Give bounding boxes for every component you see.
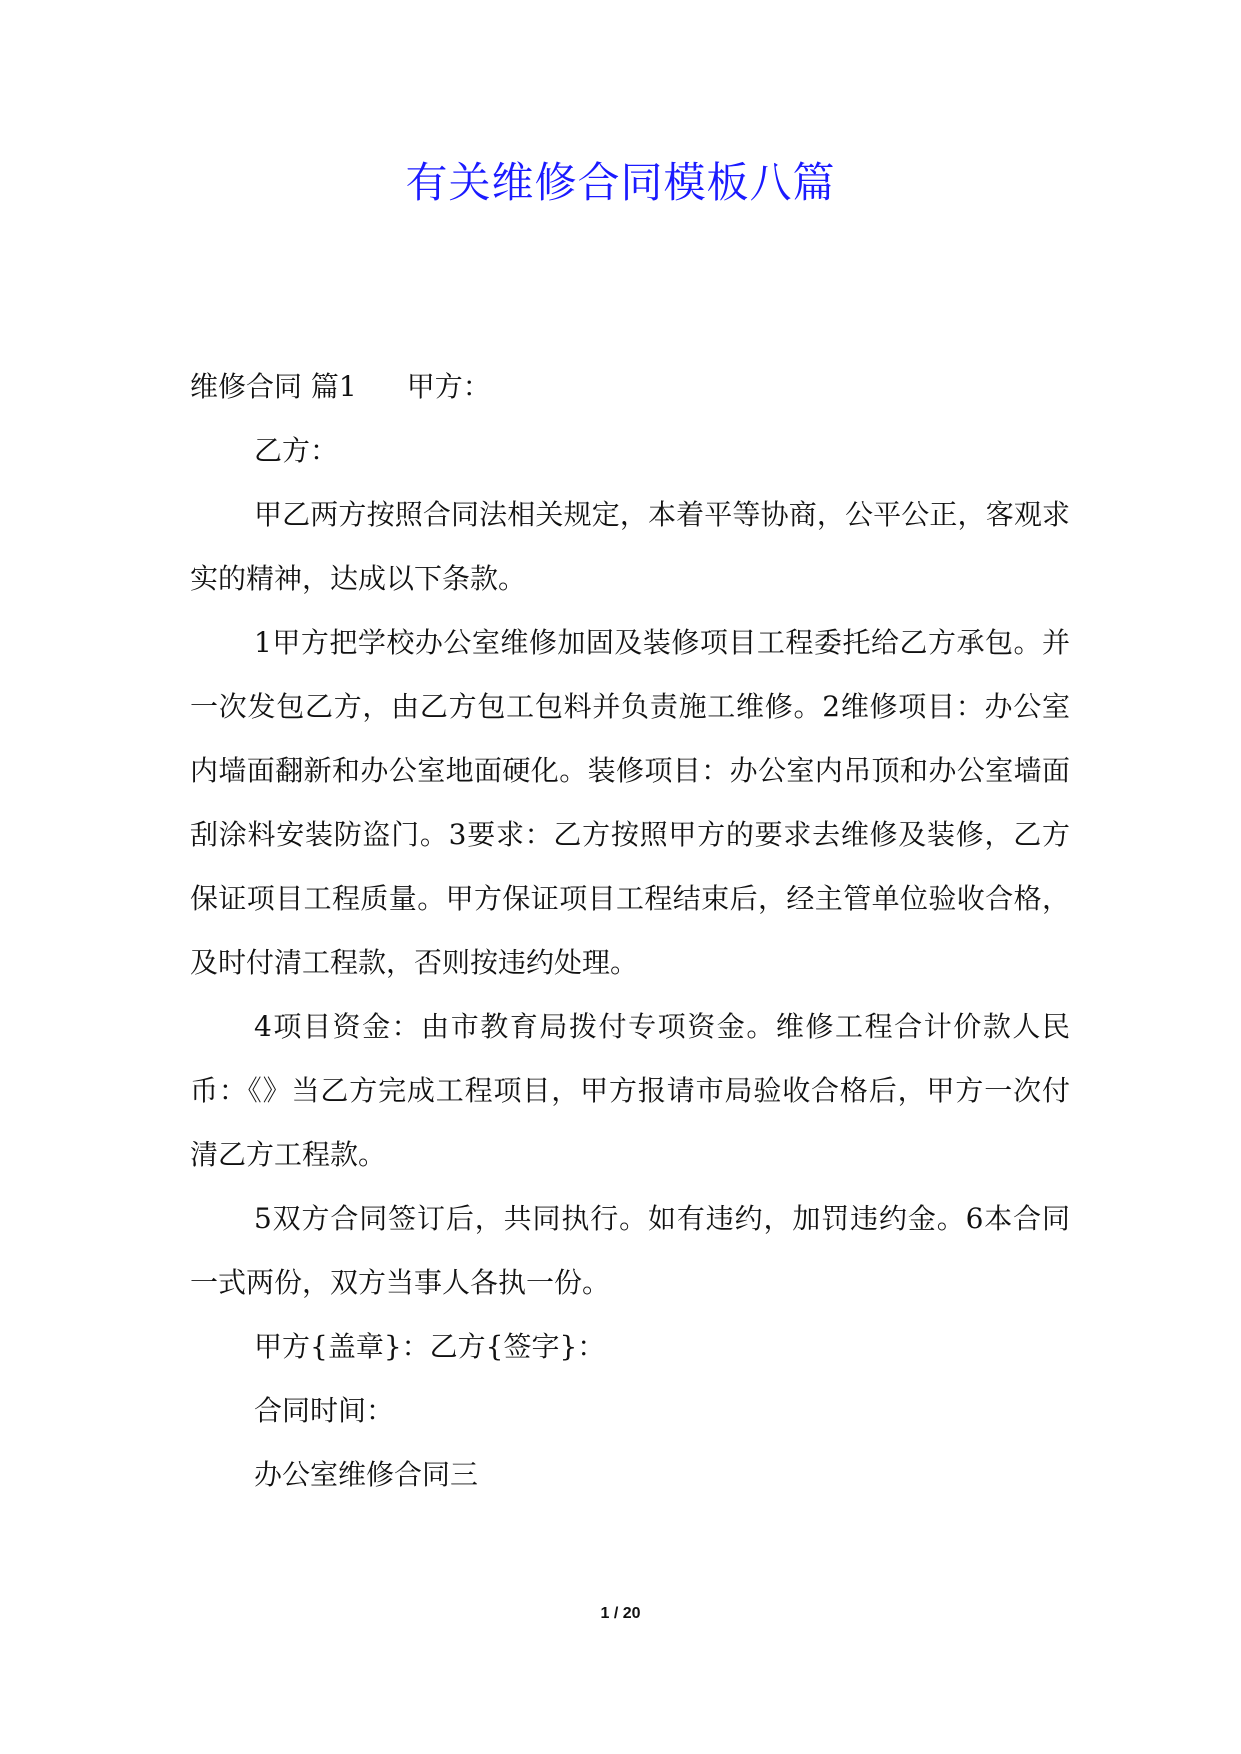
paragraph: 办公室维修合同三 — [254, 1458, 479, 1491]
paragraph: 1甲方把学校办公室维修加固及装修项目工程委托给乙方承包。并一次发包乙方，由乙方包工包料并负责施工维修。2维修项目：办公室内墙面翻新和办公室地面硬化。装修项目：办公室内吊顶和办公室墙面刮涂料安装防盗门。3要求：乙方按照甲方的要求去维修及装修，乙方保证项目工程质量。甲方保证项目工程结束后，经主管单位验收合格，及时付清工程款，否则按违约处理。 — [190, 626, 1070, 979]
document-body — [190, 355, 1070, 1507]
page-number: 1 / 20 — [600, 1605, 641, 1622]
paragraph: 甲方{盖章}：乙方{签字}： — [254, 1330, 606, 1363]
paragraph: 合同时间： — [254, 1394, 395, 1427]
party-a-label: 甲方： — [406, 370, 491, 403]
contract-heading: 维修合同 篇1 — [190, 370, 357, 403]
heading-line — [190, 355, 1070, 419]
document-title: 有关维修合同模板八篇 — [405, 158, 836, 207]
paragraph: 甲乙两方按照合同法相关规定，本着平等协商，公平公正，客观求实的精神，达成以下条款。 — [190, 498, 1070, 595]
paragraph: 4项目资金：由市教育局拨付专项资金。维修工程合计价款人民币：《》当乙方完成工程项目，甲方报请市局验收合格后，甲方一次付清乙方工程款。 — [190, 1010, 1070, 1171]
paragraph: 5双方合同签订后，共同执行。如有违约，加罚违约金。6本合同一式两份，双方当事人各执一份。 — [190, 1202, 1070, 1299]
paragraph: 乙方： — [254, 434, 339, 467]
